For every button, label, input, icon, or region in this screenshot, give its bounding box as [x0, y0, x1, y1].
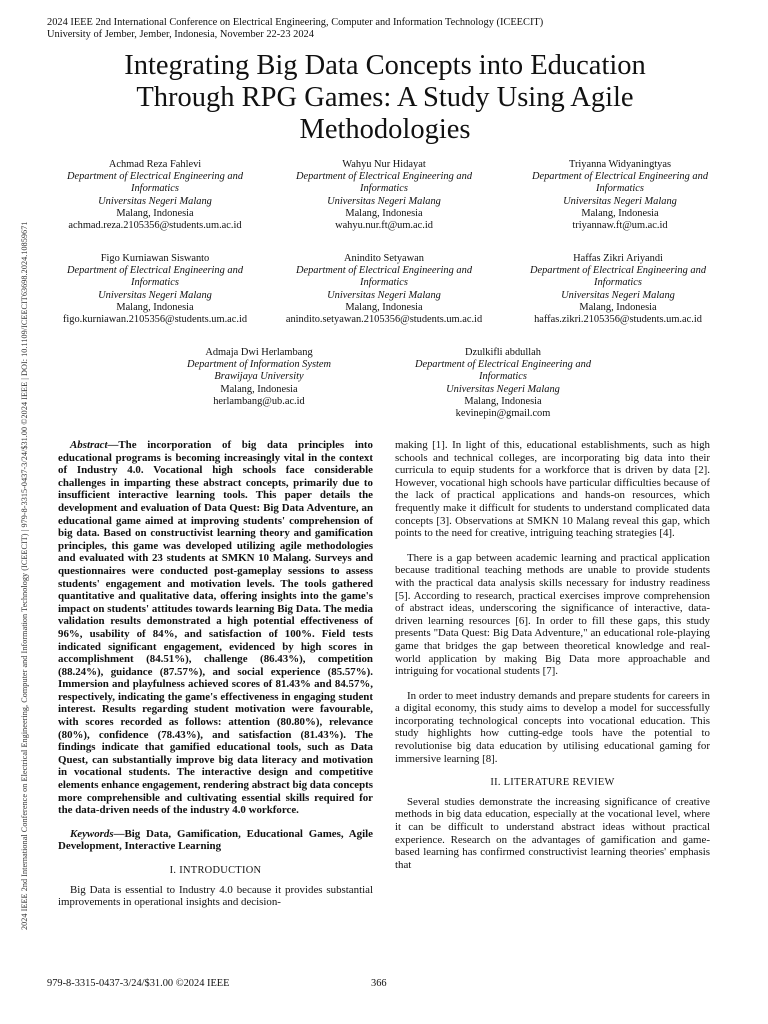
title-line-3: Methodologies — [299, 114, 471, 145]
author-univ: Universitas Negeri Malang — [563, 195, 677, 207]
footer-copyright: 979-8-3315-0437-3/24/$31.00 ©2024 IEEE — [47, 978, 230, 989]
author-dept: Department of Electrical Engineering and — [529, 265, 707, 277]
author-block — [40, 253, 270, 326]
left-column — [58, 439, 373, 909]
author-email[interactable]: anindito.setyawan.2105356@students.um.ac.id — [285, 314, 483, 326]
author-dept: Informatics — [596, 183, 644, 195]
author-univ: Universitas Negeri Malang — [446, 383, 560, 395]
paper-title — [60, 50, 710, 146]
section-heading-introduction: I. INTRODUCTION — [169, 865, 262, 876]
author-name: Anindito Setyawan — [344, 253, 424, 264]
author-email[interactable]: herlambang@ub.ac.id — [213, 395, 305, 407]
author-name: Dzulkifli abdullah — [465, 347, 541, 358]
author-city: Malang, Indonesia — [464, 395, 542, 407]
author-city: Malang, Indonesia — [579, 301, 657, 313]
author-univ: Universitas Negeri Malang — [98, 289, 212, 301]
author-univ: Universitas Negeri Malang — [327, 195, 441, 207]
author-univ: Universitas Negeri Malang — [561, 289, 675, 301]
right-column — [395, 439, 710, 871]
conference-name: 2024 IEEE 2nd International Conference on Electrical Engineering, Computer and Information Technology (ICEECIT) — [47, 17, 544, 28]
author-dept: Informatics — [131, 183, 179, 195]
author-email[interactable]: haffas.zikri.2105356@students.um.ac.id — [534, 314, 702, 326]
keywords-label: Keywords — [70, 827, 114, 840]
abstract-label: Abstract — [70, 439, 108, 451]
author-block — [40, 159, 270, 232]
author-email[interactable]: achmad.reza.2105356@students.um.ac.id — [68, 220, 242, 232]
author-block — [269, 253, 499, 326]
author-name: Haffas Zikri Ariyandi — [573, 253, 663, 264]
author-dept: Department of Electrical Engineering and — [66, 265, 244, 277]
author-dept: Informatics — [594, 277, 642, 289]
author-block — [505, 159, 735, 232]
author-block — [388, 347, 618, 420]
body-paragraph: In order to meet industry demands and prepare students for careers in a digital economy, this study aims to develop a model for successfully incorporating technological concepts into vocational education. This study highlights how cutting-edge tools have the potential to revolutionise big data education by utilising educational gaming for immersive learning [8]. — [395, 689, 710, 765]
author-dept: Department of Electrical Engineering and — [66, 171, 244, 183]
author-city: Malang, Indonesia — [116, 207, 194, 219]
author-name: Achmad Reza Fahlevi — [108, 159, 202, 170]
author-name: Admaja Dwi Herlambang — [205, 347, 313, 358]
author-name: Triyanna Widyaningtyas — [568, 159, 672, 170]
author-dept: Informatics — [479, 371, 527, 383]
author-dept: Informatics — [360, 277, 408, 289]
author-dept: Informatics — [131, 277, 179, 289]
author-city: Malang, Indonesia — [581, 207, 659, 219]
author-email[interactable]: kevinepin@gmail.com — [455, 408, 551, 420]
author-city: Malang, Indonesia — [345, 207, 423, 219]
title-line-1: Integrating Big Data Concepts into Education — [124, 50, 646, 81]
author-name: Figo Kurniawan Siswanto — [100, 253, 210, 264]
body-paragraph: There is a gap between academic learning and practical application because traditional teaching methods are unable to provide students with the practical data analysis skills necessary for industry readiness [5]. According to research, practical exercises improve comprehension of abstract ideas, underscoring the significance of interactive, data-driven learning resources [6]. In order to fill these gaps, this study presents "Data Quest: Big Data Adventure," an educational role-playing game that bridges the gap between theoretical knowledge and real-world application by making Big Data more approachable and intriguing for vocational students [7]. — [395, 551, 710, 678]
title-line-2: Through RPG Games: A Study Using Agile — [136, 82, 634, 113]
author-block — [503, 253, 733, 326]
abstract-paragraph — [58, 439, 373, 817]
author-univ: Universitas Negeri Malang — [327, 289, 441, 301]
author-univ: Brawijaya University — [214, 371, 304, 383]
keywords-paragraph — [58, 828, 373, 853]
author-dept: Department of Electrical Engineering and — [531, 171, 709, 183]
intro-paragraph: Big Data is essential to Industry 4.0 because it provides substantial improvements in operational insights and decision- — [58, 883, 373, 909]
author-name: Wahyu Nur Hidayat — [342, 159, 426, 170]
author-city: Malang, Indonesia — [220, 383, 298, 395]
author-email[interactable]: figo.kurniawan.2105356@students.um.ac.id — [62, 314, 248, 326]
page-number: 366 — [371, 978, 387, 989]
author-email[interactable]: triyannaw.ft@um.ac.id — [572, 220, 668, 232]
author-block — [269, 159, 499, 232]
conference-header — [47, 17, 543, 42]
conference-location: University of Jember, Jember, Indonesia, November 22-23 2024 — [47, 29, 314, 41]
author-dept: Informatics — [360, 183, 408, 195]
keywords-text: —Big Data, Gamification, Educational Games, Agile Development, Interactive Learning — [58, 827, 373, 853]
author-univ: Universitas Negeri Malang — [98, 195, 212, 207]
author-city: Malang, Indonesia — [345, 301, 423, 313]
author-block — [144, 347, 374, 408]
body-paragraph: Several studies demonstrate the increasing significance of creative methods in big data education, especially at the vocational level, where it can be difficult to understand abstract ideas without practical experience. Research on the advantages of gamification and game-based learning has confirmed constructivist learning theories' emphasis that — [395, 795, 710, 871]
author-dept: Department of Electrical Engineering and — [414, 359, 592, 371]
author-dept: Department of Information System — [186, 359, 331, 371]
section-heading-literature-review: II. LITERATURE REVIEW — [490, 777, 615, 789]
side-doi-text: 2024 IEEE 2nd International Conference on Electrical Engineering, Computer and Information Technology (ICEECIT) | 979-8-3315-0437-3/24/$31.00 ©2024 IEEE | DOI: 10.1109/ICEECIT63698.2024.10859671 — [20, 221, 29, 930]
author-city: Malang, Indonesia — [116, 301, 194, 313]
abstract-text: —The incorporation of big data principles into educational programs is becoming increasingly vital in the context of Industry 4.0. Vocational high schools face considerable challenges in imparting these abstract concepts, primarily due to insufficient interactive learning tools. This paper details the development and evaluation of Data Quest: Big Data Adventure, an educational game aimed at improving students' comprehension of big data. Based on constructivist learning theory and gamification principles, this game was developed utilizing agile methodologies and evaluated with 23 students at SMKN 10 Malang. Surveys and questionnaires were conducted post-gameplay sessions to assess students' engagement and motivation levels. The tools gathered quantitative and qualitative data, offering insights into the game's impact on students' attitudes towards learning Big Data. The media validation results demonstrated a high potential effectiveness of 96%, usability of 84%, and satisfaction of 100%. Field tests indicated significant engagement, evidenced by high scores in accomplishment (84.51%), challenge (86.43%), competition (88.24%), guidance (87.57%), and social experience (85.57%). Immersion and playfulness achieved scores of 81.43% and 84.57%, respectively, indicating the game's effectiveness in engaging student interest. Results regarding student motivation were favourable, with scores recorded as follows: attention (80.80%), relevance (80%), confidence (78.43%), and satisfaction (81.43%). The findings indicate that gamified educational tools, such as Data Quest, can substantially improve big data literacy and motivation in vocational students. The interactive design and competitive elements enhance engagement, rendering abstract big data concepts more comprehensible and cultivating essential skills required for the data-driven needs of the industry 4.0 workforce. — [58, 439, 373, 817]
author-email[interactable]: wahyu.nur.ft@um.ac.id — [335, 220, 433, 232]
author-dept: Department of Electrical Engineering and — [295, 265, 473, 277]
author-dept: Department of Electrical Engineering and — [295, 171, 473, 183]
body-paragraph: making [1]. In light of this, educational establishments, such as high schools and technical colleges, are incorporating big data into their curricula to equip students for a workforce that is driven by data [2]. However, vocational high schools have particular difficulties because of the lack of practical applications and hands-on resources, which frequently make it difficult for students to understand complicated data concepts [3]. Observations at SMKN 10 Malang reveal this gap, which points to the need for creative, intriguing teaching strategies [4]. — [395, 439, 710, 540]
